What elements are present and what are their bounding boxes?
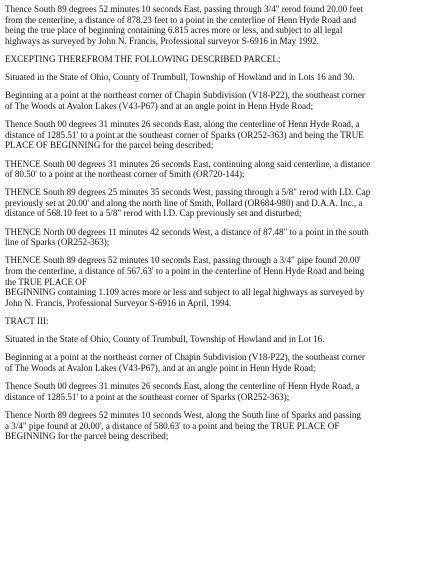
paragraph-tract-thence-north: Thence North 89 degrees 52 minutes 10 seconds West, along the South line of Sparks and passing a 3/4" pipe found at 20.00', a distance of 580.63' to a point and being the TRUE PLACE OF BEGINNING for the parcel being described; bbox=[5, 409, 361, 442]
paragraph-thence-south-centerline: Thence South 00 degrees 31 minutes 26 seconds East, along the centerline of Henn Hyde Road, a distance of 1285.51' to a point at the southeast corner of Sparks (OR252-363) and being the TRUE PLACE OF BEGINNING for the parcel being described; bbox=[5, 119, 364, 151]
paragraph-closing-tract: Thence South 89 degrees 52 minutes 10 seconds East, passing through 3/4" rerod found 20.00 feet from the centerline, a distance of 878.23 feet to a point in the centerline of Henn Hyde Road and being the true place of beginning containing 6.815 acres more or less, and subject to all legal highways as surveyed by John N. Francis, Professional surveyor S-6916 in May 1992. bbox=[5, 4, 364, 46]
paragraph-situated-lots-16-30: Situated in the State of Ohio, County of Trumbull, Township of Howland and in Lots 16 and 30. bbox=[5, 72, 355, 83]
legal-description-page bbox=[5, 4, 441, 449]
paragraph-tract-beginning-point: Beginning at a point at the northeast corner of Chapin Subdivision (V18-P22), the southeast corner of The Woods at Avalon Lakes (V43-P67), and at an angle point in Henn Hyde Road; bbox=[5, 352, 365, 373]
paragraph-thence-north-west: THENCE North 00 degrees 11 minutes 42 seconds West, a distance of 87.48" to a point in the south line of Sparks (OR252-363); bbox=[5, 226, 369, 248]
paragraph-exception-heading: EXCEPTING THEREFROM THE FOLLOWING DESCRIBED PARCEL; bbox=[5, 53, 281, 64]
paragraph-beginning-point: Beginning at a point at the northeast corner of Chapin Subdivision (V18-P22), the southeast corner of The Woods at Avalon Lakes (V43-P67) and at an angle point in Henn Hyde Road; bbox=[5, 90, 365, 111]
tract-heading: TRACT III: bbox=[5, 316, 49, 326]
paragraph-situated-lot-16: Situated in the State of Ohio, County of Trumbull, Township of Howland and in Lot 16. bbox=[5, 334, 325, 345]
paragraph-thence-south-continuing: THENCE South 00 degrees 31 minutes 26 seconds East, continuing along said centerline, a distance of 80.50' to a point at the northeast corner of Smith (OR720-144); bbox=[5, 158, 371, 180]
paragraph-thence-south-west: THENCE South 89 degrees 25 minutes 35 seconds West, passing through a 5/8" rerod with I.D. Cap previously set at 20.00' and along the north line of Smith, Pollard (OR684-980) and D.A.A. Inc., a distance of 568.10 feet to a 5/8" rerod with I.D. Cap previously set and disturbed; bbox=[5, 187, 371, 219]
paragraph-tract-thence-south: Thence South 00 degrees 31 minutes 26 seconds East, along the centerline of Henn Hyde Road, a distance of 1285.51' to a point at the southeast corner of Sparks (OR252-363); bbox=[5, 381, 360, 402]
paragraph-thence-south-east-closing: THENCE South 89 degrees 52 minutes 10 seconds East, passing through a 3/4" pipe found 20.00' from the centerline, a distance of 567.63' to a point in the centerline of Henn Hyde Road and being the TRUE PLACE OF BEGINNING containing 1.109 acres more or less and subject to all legal highways as surveyed by John N. Francis, Professional Surveyor S-6916 in April, 1994. bbox=[5, 255, 365, 308]
